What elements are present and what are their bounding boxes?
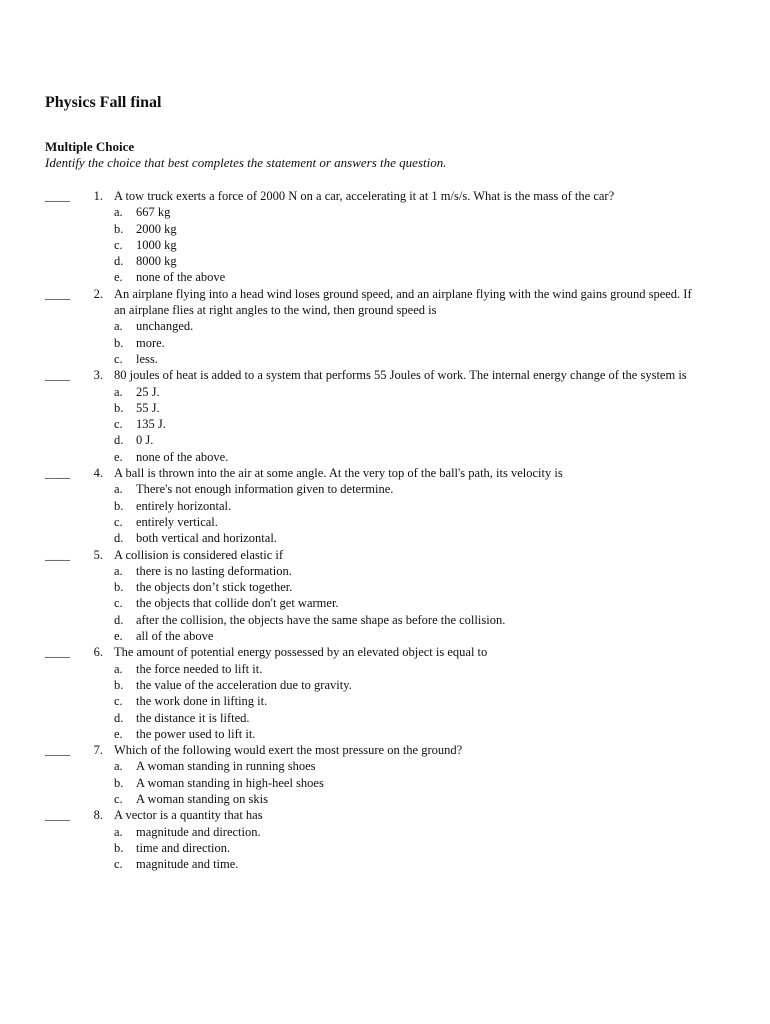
choice-text: entirely horizontal. bbox=[136, 498, 232, 513]
choice-letter: b. bbox=[114, 400, 124, 415]
choice-letter: a. bbox=[114, 661, 123, 676]
choice-text: more. bbox=[136, 335, 165, 350]
answer-choice bbox=[114, 595, 770, 611]
question-item bbox=[0, 465, 770, 546]
choice-letter: e. bbox=[114, 629, 123, 644]
answer-choice bbox=[114, 726, 770, 742]
choice-text: the objects don’t stick together. bbox=[136, 580, 293, 595]
answer-choice bbox=[114, 840, 770, 856]
choice-letter: c. bbox=[114, 694, 123, 709]
answer-choice bbox=[114, 612, 770, 628]
answer-choice bbox=[114, 661, 770, 677]
choice-text: A woman standing in running shoes bbox=[136, 759, 316, 774]
choice-text: less. bbox=[136, 351, 158, 366]
choice-text: there is no lasting deformation. bbox=[136, 563, 292, 578]
choice-letter: a. bbox=[114, 824, 123, 839]
answer-choice bbox=[114, 221, 770, 237]
choice-letter: d. bbox=[114, 433, 124, 448]
answer-blank[interactable]: ____ bbox=[45, 743, 70, 758]
answer-choice bbox=[114, 237, 770, 253]
question-item bbox=[0, 807, 770, 872]
choice-letter: a. bbox=[114, 319, 123, 334]
question-text: 80 joules of heat is added to a system that performs 55 Joules of work. The internal energy change of the system is bbox=[114, 368, 687, 383]
choice-letter: c. bbox=[114, 514, 123, 529]
question-number: 7. bbox=[93, 743, 103, 758]
choice-text: both vertical and horizontal. bbox=[136, 531, 277, 546]
question-number: 2. bbox=[93, 286, 103, 301]
choice-letter: d. bbox=[114, 710, 124, 725]
answer-choice bbox=[114, 449, 770, 465]
choice-letter: d. bbox=[114, 531, 124, 546]
choice-letter: a. bbox=[114, 563, 123, 578]
answer-blank[interactable]: ____ bbox=[45, 286, 70, 301]
choice-text: There's not enough information given to determine. bbox=[136, 482, 394, 497]
answer-blank[interactable]: ____ bbox=[45, 189, 70, 203]
answer-choice bbox=[114, 384, 770, 400]
answer-choice bbox=[114, 416, 770, 432]
choice-text: 0 J. bbox=[136, 433, 154, 448]
answer-choice bbox=[114, 856, 770, 872]
answer-choice bbox=[114, 400, 770, 416]
question-item bbox=[0, 188, 770, 286]
question-number: 8. bbox=[93, 808, 103, 823]
choice-letter: c. bbox=[114, 596, 123, 611]
question-item bbox=[0, 367, 770, 465]
choice-letter: c. bbox=[114, 791, 123, 806]
question-text: A ball is thrown into the air at some angle. At the very top of the ball's path, its velocity is bbox=[114, 466, 563, 481]
choice-letter: a. bbox=[114, 384, 123, 399]
choice-letter: b. bbox=[114, 580, 124, 595]
answer-blank[interactable]: ____ bbox=[45, 808, 70, 823]
choice-text: after the collision, the objects have the same shape as before the collision. bbox=[136, 612, 506, 627]
choice-letter: c. bbox=[114, 351, 123, 366]
choice-letter: c. bbox=[114, 857, 123, 872]
answer-blank[interactable]: ____ bbox=[45, 547, 70, 562]
answer-choice bbox=[114, 351, 770, 367]
choice-letter: a. bbox=[114, 482, 123, 497]
choice-text: 667 kg bbox=[136, 205, 171, 220]
choice-text: magnitude and direction. bbox=[136, 824, 261, 839]
choice-letter: c. bbox=[114, 237, 123, 252]
choice-text: all of the above bbox=[136, 629, 214, 644]
answer-choice bbox=[114, 628, 770, 644]
question-item bbox=[0, 547, 770, 645]
choice-text: 8000 kg bbox=[136, 254, 177, 269]
section-heading: Multiple Choice bbox=[45, 139, 135, 154]
choice-text: none of the above bbox=[136, 270, 226, 285]
choice-letter: b. bbox=[114, 775, 124, 790]
question-number: 3. bbox=[93, 368, 103, 383]
answer-blank[interactable]: ____ bbox=[45, 368, 70, 383]
section-instructions: Identify the choice that best completes the statement or answers the question. bbox=[45, 155, 447, 170]
choice-text: A woman standing on skis bbox=[136, 791, 268, 806]
choice-text: the force needed to lift it. bbox=[136, 661, 263, 676]
choice-text: time and direction. bbox=[136, 840, 231, 855]
answer-choice bbox=[114, 775, 770, 791]
choice-text: the objects that collide don't get warmer. bbox=[136, 596, 339, 611]
choice-text: 55 J. bbox=[136, 400, 160, 415]
choice-text: 1000 kg bbox=[136, 237, 177, 252]
choice-letter: d. bbox=[114, 612, 124, 627]
answer-choice bbox=[114, 824, 770, 840]
question-text: A tow truck exerts a force of 2000 N on a car, accelerating it at 1 m/s/s. What is the mass of the car? bbox=[114, 189, 615, 203]
answer-choice bbox=[114, 530, 770, 546]
choice-text: the distance it is lifted. bbox=[136, 710, 250, 725]
choice-text: 25 J. bbox=[136, 384, 160, 399]
question-text: A vector is a quantity that has bbox=[114, 808, 263, 823]
question-text: A collision is considered elastic if bbox=[114, 547, 284, 562]
question-number: 1. bbox=[93, 189, 103, 203]
answer-choice bbox=[114, 498, 770, 514]
question-number: 6. bbox=[93, 645, 103, 660]
answer-choice bbox=[114, 791, 770, 807]
choice-letter: a. bbox=[114, 205, 123, 220]
choice-text: the power used to lift it. bbox=[136, 726, 256, 741]
answer-choice bbox=[114, 677, 770, 693]
question-item bbox=[0, 286, 770, 367]
answer-choice bbox=[114, 758, 770, 774]
answer-choice bbox=[114, 253, 770, 269]
answer-choice bbox=[114, 432, 770, 448]
choice-text: none of the above. bbox=[136, 449, 229, 464]
choice-text: the work done in lifting it. bbox=[136, 694, 268, 709]
choice-letter: b. bbox=[114, 335, 124, 350]
answer-choice bbox=[114, 269, 770, 285]
question-number: 4. bbox=[93, 466, 103, 481]
answer-choice bbox=[114, 204, 770, 220]
answer-choice bbox=[114, 710, 770, 726]
choice-text: the value of the acceleration due to gravity. bbox=[136, 677, 352, 692]
choice-letter: c. bbox=[114, 417, 123, 432]
question-item bbox=[0, 742, 770, 807]
choice-text: A woman standing in high-heel shoes bbox=[136, 775, 324, 790]
answer-blank[interactable]: ____ bbox=[45, 466, 70, 481]
choice-letter: b. bbox=[114, 840, 124, 855]
answer-choice bbox=[114, 335, 770, 351]
answer-blank[interactable]: ____ bbox=[45, 645, 70, 660]
choice-letter: d. bbox=[114, 254, 124, 269]
document-title: Physics Fall final bbox=[45, 94, 162, 111]
choice-text: unchanged. bbox=[136, 319, 194, 334]
question-list bbox=[0, 188, 770, 872]
answer-choice bbox=[114, 693, 770, 709]
choice-text: magnitude and time. bbox=[136, 857, 239, 872]
choice-letter: b. bbox=[114, 498, 124, 513]
question-number: 5. bbox=[93, 547, 103, 562]
question-text: The amount of potential energy possessed by an elevated object is equal to bbox=[114, 645, 488, 660]
question-text: Which of the following would exert the most pressure on the ground? bbox=[114, 743, 463, 758]
answer-choice bbox=[114, 318, 770, 334]
answer-choice bbox=[114, 563, 770, 579]
choice-text: 135 J. bbox=[136, 417, 166, 432]
question-text: An airplane flying into a head wind loses ground speed, and an airplane flying with the wind gains ground speed. If an airplane flies at right angles to the wind, then ground speed is bbox=[114, 286, 692, 318]
choice-letter: b. bbox=[114, 677, 124, 692]
choice-letter: e. bbox=[114, 726, 123, 741]
choice-text: entirely vertical. bbox=[136, 514, 218, 529]
answer-choice bbox=[114, 481, 770, 497]
choice-letter: e. bbox=[114, 449, 123, 464]
choice-letter: b. bbox=[114, 221, 124, 236]
choice-letter: a. bbox=[114, 759, 123, 774]
question-item bbox=[0, 644, 770, 742]
choice-letter: e. bbox=[114, 270, 123, 285]
answer-choice bbox=[114, 579, 770, 595]
answer-choice bbox=[114, 514, 770, 530]
choice-text: 2000 kg bbox=[136, 221, 177, 236]
